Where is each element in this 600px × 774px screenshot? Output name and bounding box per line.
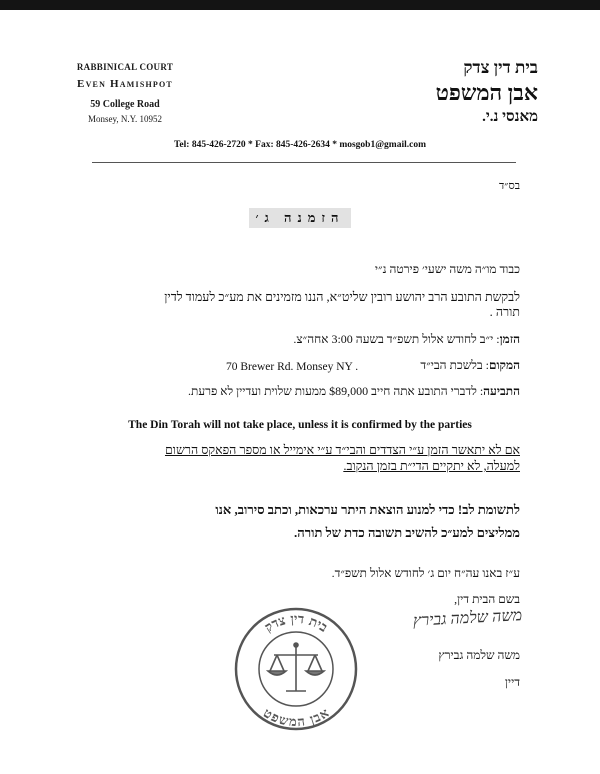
svg-text:אבן המשפט	[260, 706, 331, 730]
stamp-seal-icon	[232, 605, 360, 733]
letterhead-he-line3: מאנסי נ.י.	[482, 109, 538, 125]
time-line	[293, 332, 520, 347]
header-divider	[92, 162, 516, 163]
addressee-line: כבוד מו״ה משה ישעי׳ פירטה נ״י	[374, 262, 520, 276]
top-dark-bar	[0, 0, 600, 10]
title-wrap	[0, 208, 600, 228]
letterhead-en-line3: 59 College Road	[90, 99, 160, 110]
stamp-bottom-text: אבן המשפט	[260, 705, 332, 730]
signer-name: משה שלמה גבירץ	[438, 648, 520, 662]
handwritten-signature: משה שלמה גבירץ	[412, 607, 523, 630]
date-line: ע״ז באנו עה״ח יום ג׳ לחודש אלול תשפ״ד.	[331, 566, 520, 580]
bsd-mark: בס״ד	[498, 180, 520, 192]
on-behalf-line: בשם הבית דין,	[454, 592, 520, 606]
court-stamp	[232, 605, 360, 733]
english-notice: The Din Torah will not take place, unless it is confirmed by the parties	[128, 419, 472, 431]
place-label: המקום	[489, 358, 520, 372]
stamp-top-text: בית דין צדק	[262, 611, 330, 636]
request-line2: תורה .	[489, 305, 520, 319]
attention-line2: ממליצים למע״כ להשיב תשובה כדת של תורה.	[294, 525, 520, 540]
letterhead-en-line2: Even Hamishpot	[77, 78, 173, 90]
confirm-line1: אם לא יתאשר הזמן ע״י הצדדים והבי״ד ע״י אימייל או מספר הפאקס הרשום	[164, 443, 520, 457]
place-value: : בלשכת הבי״ד	[420, 358, 489, 372]
attention-line1: לתשומת לב! כדי למנוע הוצאת היתר ערכאות, וכתב סירוב, אנו	[215, 502, 520, 517]
claim-value: : לדברי התובע אתה חייב $89,000 ממעות שלוית ועדיין לא פרעת.	[188, 384, 484, 398]
claim-label: התביעה	[483, 384, 520, 398]
letterhead-en-line1: RABBINICAL COURT	[76, 62, 174, 72]
place-address: 70 Brewer Rd. Monsey NY .	[226, 361, 359, 373]
contact-line: Tel: 845-426-2720 * Fax: 845-426-2634 * mosgob1@gmail.com	[173, 140, 427, 150]
place-line	[420, 358, 520, 373]
time-value: : י״ב לחודש אלול תשפ״ד בשעה 3:00 אחה״צ.	[293, 332, 500, 346]
claim-line	[188, 384, 520, 399]
confirm-line2: למעלה, לא יתקיים הדי״ת בזמן הנקוב.	[343, 459, 520, 473]
document-title: הזמנה ג׳	[249, 208, 350, 228]
time-label: הזמן	[499, 332, 520, 346]
letterhead-he-line2: אבן המשפט	[435, 80, 538, 105]
letterhead-he-line1: בית דין צדק	[463, 58, 538, 77]
signer-title: דיין	[504, 675, 520, 689]
scales-of-justice-icon	[268, 643, 324, 691]
request-line1: לבקשת התובע הרב יהושע רובין שליט״א, הננו מזמינים את מע״כ לעמוד לדין	[164, 290, 520, 304]
letterhead-en-line4: Monsey, N.Y. 10952	[87, 114, 162, 124]
